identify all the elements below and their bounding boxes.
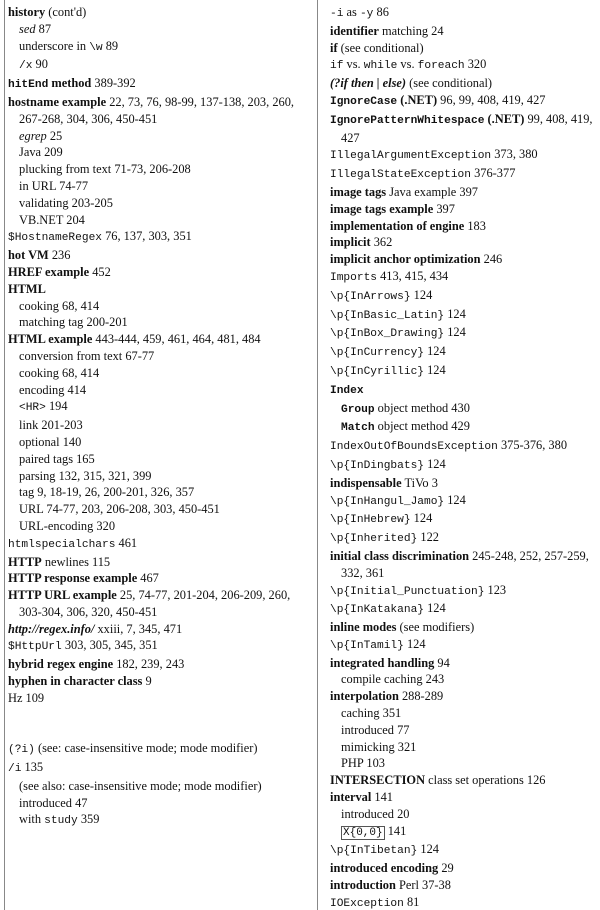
entry-term: HTTP response example <box>8 571 138 586</box>
entry-text: underscore in <box>19 38 90 53</box>
code-text: $HttpUrl <box>8 641 62 654</box>
code-text: while <box>363 60 398 73</box>
entry-term: (.NET) <box>397 92 438 107</box>
entry-term: hybrid regex engine <box>8 657 114 672</box>
index-entry <box>322 841 600 860</box>
index-entry <box>0 281 312 298</box>
index-subentry <box>0 484 312 501</box>
entry-text: with <box>19 812 45 827</box>
code-text: if <box>330 60 344 73</box>
index-entry <box>322 268 600 287</box>
entry-term: (.NET) <box>484 111 525 126</box>
entry-text: 124 <box>424 344 446 359</box>
code-text: \p{InTamil} <box>330 639 404 652</box>
index-subentry <box>322 739 600 756</box>
entry-text: cooking 68, 414 <box>19 365 100 380</box>
index-entry <box>322 636 600 655</box>
index-entry <box>322 362 600 381</box>
entry-text: 124 <box>424 362 446 377</box>
entry-code-term: Match <box>341 422 375 435</box>
index-entry <box>0 264 312 281</box>
index-subentry <box>322 400 600 419</box>
entry-text: paired tags 165 <box>19 451 95 466</box>
entry-text: 194 <box>45 399 68 414</box>
entry-text: 94 <box>434 655 450 670</box>
entry-text: matching 24 <box>378 23 444 38</box>
index-subentry <box>0 21 312 38</box>
entry-term: INTERSECTION <box>330 773 426 788</box>
entry-term: image tags <box>330 184 387 199</box>
entry-text: 320 <box>464 57 487 72</box>
entry-text: 359 <box>77 812 100 827</box>
entry-text: 141 <box>384 823 407 838</box>
index-entry <box>322 548 600 582</box>
code-text: \p{InBasic_Latin} <box>330 309 445 322</box>
entry-term: if <box>330 40 338 55</box>
code-text: IllegalArgumentException <box>330 150 492 163</box>
index-entry <box>0 75 312 94</box>
entry-term: hyphen in character class <box>8 674 143 689</box>
index-entry <box>322 184 600 201</box>
spacer <box>0 723 312 740</box>
index-subentry <box>0 195 312 212</box>
entry-term: image tags example <box>330 201 434 216</box>
index-subentry <box>0 348 312 365</box>
index-subentry <box>0 417 312 434</box>
entry-term: hostname example <box>8 94 107 109</box>
code-text: Imports <box>330 271 377 284</box>
entry-text: 124 <box>403 636 426 651</box>
index-entry <box>322 201 600 218</box>
entry-term: HTML example <box>8 332 93 347</box>
entry-text: 397 <box>433 201 455 216</box>
index-entry <box>322 860 600 877</box>
index-subentry <box>0 161 312 178</box>
entry-text: 122 <box>417 530 439 545</box>
code-text: \p{InKatakana} <box>330 604 424 617</box>
entry-text: 123 <box>484 582 507 597</box>
entry-text: 461 <box>115 535 138 550</box>
index-entry <box>322 23 600 40</box>
index-entry <box>0 759 312 778</box>
entry-text: 413, 415, 434 <box>377 268 449 283</box>
code-text: \p{InTibetan} <box>330 845 418 858</box>
entry-text: vs. <box>397 57 418 72</box>
entry-italic: sed <box>19 21 36 36</box>
entry-text: 236 <box>48 248 71 263</box>
index-entry <box>322 492 600 511</box>
entry-text: 467 <box>137 571 159 586</box>
index-entry <box>0 621 312 638</box>
code-box: X{0,0} <box>343 826 383 839</box>
entry-term: introduction <box>330 878 396 893</box>
entry-text: TiVo 3 <box>401 475 438 490</box>
entry-text: matching tag 200-201 <box>19 315 128 330</box>
entry-term: HTML <box>8 281 46 296</box>
entry-text: 90 <box>32 57 48 72</box>
index-entry <box>322 4 600 23</box>
entry-text: PHP 103 <box>341 756 385 771</box>
index-entry <box>322 92 600 111</box>
entry-text: (see: case-insensitive mode; mode modifier) <box>34 741 258 756</box>
index-entry <box>322 234 600 251</box>
entry-text: (cont'd) <box>45 5 87 19</box>
code-text: \p{Inherited} <box>330 533 418 546</box>
entry-text: 9 <box>142 674 152 689</box>
index-entry <box>0 690 312 707</box>
index-entry <box>0 228 312 247</box>
entry-text: (see modifiers) <box>396 620 475 635</box>
entry-text: URL 74-77, 203, 206-208, 303, 450-451 <box>19 502 220 517</box>
entry-text: 376-377 <box>471 166 516 181</box>
index-subentry <box>322 823 600 842</box>
entry-text: 96, 99, 408, 419, 427 <box>437 92 546 107</box>
index-subentry <box>0 382 312 399</box>
index-entry <box>0 535 312 554</box>
index-subentry <box>0 365 312 382</box>
index-entry <box>0 4 312 21</box>
entry-italic: egrep <box>19 128 47 143</box>
index-subentry <box>322 418 600 437</box>
entry-text: object method 429 <box>374 419 470 434</box>
entry-text: 303, 305, 345, 351 <box>61 638 158 653</box>
index-entry <box>322 287 600 306</box>
index-subentry <box>0 451 312 468</box>
entry-text: 182, 239, 243 <box>113 657 185 672</box>
code-text: IllegalStateException <box>330 169 471 182</box>
index-subentry <box>0 314 312 331</box>
entry-term: integrated handling <box>330 655 435 670</box>
code-text: \p{InArrows} <box>330 290 411 303</box>
entry-term: indispensable <box>330 475 402 490</box>
entry-text: 124 <box>417 842 439 857</box>
entry-term: implicit anchor optimization <box>330 252 481 267</box>
entry-text: newlines 115 <box>41 554 111 569</box>
code-text: \p{InHangul_Jamo} <box>330 495 445 508</box>
entry-term: introduced encoding <box>330 861 439 876</box>
entry-text: URL-encoding 320 <box>19 518 116 533</box>
index-entry <box>322 877 600 894</box>
index-entry <box>322 529 600 548</box>
entry-text: 288-289 <box>398 689 444 704</box>
code-text: \p{InCurrency} <box>330 347 424 360</box>
index-subentry <box>0 298 312 315</box>
index-subentry <box>0 212 312 229</box>
index-entry <box>322 600 600 619</box>
code-text: $HostnameRegex <box>8 232 102 245</box>
index-subentry <box>0 434 312 451</box>
index-subentry <box>0 38 312 57</box>
entry-text: 135 <box>21 760 44 775</box>
entry-text: validating 203-205 <box>19 195 113 210</box>
index-entry <box>322 306 600 325</box>
entry-code-term: hitEnd <box>8 79 49 92</box>
entry-text: 124 <box>410 511 433 526</box>
entry-term: inline modes <box>330 620 397 635</box>
index-subentry <box>0 778 312 795</box>
code-text: /i <box>8 763 22 776</box>
code-text: \p{InHebrew} <box>330 514 411 527</box>
entry-term: (?if then | else) <box>330 76 407 91</box>
code-text: -y <box>359 8 374 20</box>
index-entry <box>322 510 600 529</box>
entry-text: introduced 47 <box>19 795 88 810</box>
entry-text: xxiii, 7, 345, 471 <box>94 621 183 636</box>
code-text: IOException <box>330 897 404 910</box>
index-column-left <box>0 4 312 910</box>
entry-text: 141 <box>371 790 393 805</box>
code-text: -i <box>330 8 344 20</box>
entry-text: (see conditional) <box>406 76 493 91</box>
code-text: (?i) <box>8 744 35 757</box>
index-subentry <box>322 722 600 739</box>
code-text: \p{InBox_Drawing} <box>330 328 445 341</box>
entry-text: 124 <box>444 306 466 321</box>
index-entry <box>322 688 600 705</box>
entry-text: 25, 74-77, 201-204, 206-209, 260, 303-304, 306, 320, 450-451 <box>19 588 291 619</box>
entry-text: tag 9, 18-19, 26, 200-201, 326, 357 <box>19 485 195 500</box>
entry-text: caching 351 <box>341 706 402 721</box>
entry-text: 389-392 <box>91 76 136 91</box>
entry-text: 86 <box>373 5 389 19</box>
entry-term: HREF example <box>8 264 90 279</box>
entry-text: 29 <box>438 861 454 876</box>
entry-text: Java example 397 <box>386 184 478 199</box>
code-text: IndexOutOfBoundsException <box>330 441 498 454</box>
entry-text: link 201-203 <box>19 418 83 433</box>
entry-text: 124 <box>410 287 433 302</box>
entry-text: 87 <box>35 21 52 36</box>
entry-text: Hz 109 <box>8 690 45 705</box>
index-entry <box>0 570 312 587</box>
code-text: <HR> <box>19 402 46 415</box>
entry-text: in URL 74-77 <box>19 178 89 193</box>
entry-text: (see conditional) <box>337 40 424 55</box>
index-entry <box>322 789 600 806</box>
index-subentry <box>322 806 600 823</box>
entry-text: parsing 132, 315, 321, 399 <box>19 468 152 483</box>
entry-text: 245-248, 252, 257-259, 332, 361 <box>341 548 589 580</box>
index-entry <box>322 40 600 57</box>
index-subentry <box>322 705 600 722</box>
entry-code-term: IgnorePatternWhitespace <box>330 114 485 127</box>
entry-term: implicit <box>330 235 371 250</box>
entry-term: initial class discrimination <box>330 548 470 563</box>
index-subentry <box>0 56 312 75</box>
index-entry <box>0 740 312 759</box>
entry-code-term: Index <box>330 384 364 397</box>
entry-text: introduced 77 <box>341 722 410 737</box>
entry-text: optional 140 <box>19 434 82 449</box>
entry-text: compile caching 243 <box>341 672 445 687</box>
entry-text: mimicking 321 <box>341 739 417 754</box>
entry-term: hot VM <box>8 248 49 263</box>
index-entry <box>0 637 312 656</box>
index-entry <box>0 554 312 571</box>
index-entry <box>322 894 600 910</box>
index-subentry <box>0 468 312 485</box>
code-text: \p{InDingbats} <box>330 459 424 472</box>
index-entry <box>0 587 312 621</box>
index-entry <box>0 94 312 128</box>
entry-text: Perl 37-38 <box>395 878 451 893</box>
index-entry <box>322 111 600 147</box>
entry-text: plucking from text 71-73, 206-208 <box>19 162 191 177</box>
code-text: \p{Initial_Punctuation} <box>330 585 485 598</box>
entry-term: HTTP URL example <box>8 588 117 603</box>
entry-text: as <box>343 5 360 19</box>
index-subentry <box>0 178 312 195</box>
index-entry <box>322 619 600 636</box>
entry-term: HTTP <box>8 554 42 569</box>
entry-text: (see also: case-insensitive mode; mode modifier) <box>19 778 262 793</box>
entry-term: history <box>8 5 46 19</box>
index-entry <box>322 251 600 268</box>
entry-term: identifier <box>330 23 379 38</box>
index-subentry <box>0 128 312 145</box>
index-entry <box>322 655 600 672</box>
entry-text: 81 <box>403 894 420 909</box>
index-entry <box>322 343 600 362</box>
entry-text: object method 430 <box>374 400 470 415</box>
entry-text: encoding 414 <box>19 382 87 397</box>
entry-text: 25 <box>46 128 63 143</box>
code-text: \p{InCyrillic} <box>330 365 424 378</box>
entry-text: 99, 408, 419, 427 <box>341 111 593 145</box>
entry-term: implementation of engine <box>330 218 465 233</box>
code-text: \w <box>89 41 103 54</box>
index-subentry <box>322 755 600 772</box>
index-subentry <box>322 671 600 688</box>
entry-text: vs. <box>343 57 364 72</box>
entry-text: 22, 73, 76, 98-99, 137-138, 203, 260, 267-268, 304, 306, 450-451 <box>19 94 295 126</box>
index-entry <box>322 475 600 492</box>
entry-text: class set operations 126 <box>425 773 546 788</box>
entry-term: interval <box>330 790 372 805</box>
entry-text: 375-376, 380 <box>497 438 568 453</box>
entry-text: 124 <box>424 456 446 471</box>
entry-text: 124 <box>444 492 466 507</box>
entry-text: 443-444, 459, 461, 464, 481, 484 <box>92 332 261 347</box>
index-subentry <box>0 501 312 518</box>
entry-text: cooking 68, 414 <box>19 298 100 313</box>
index-entry <box>322 582 600 601</box>
entry-text: introduced 20 <box>341 806 410 821</box>
entry-term: interpolation <box>330 689 399 704</box>
index-entry <box>0 673 312 690</box>
index-entry <box>322 772 600 789</box>
entry-text: 124 <box>424 601 446 616</box>
index-entry <box>322 381 600 400</box>
code-text: study <box>44 815 78 828</box>
index-entry <box>322 75 600 92</box>
entry-code-term: IgnoreCase <box>330 95 398 108</box>
entry-text: Java 209 <box>19 145 63 160</box>
index-entry <box>322 324 600 343</box>
spacer <box>0 707 312 724</box>
entry-text: 76, 137, 303, 351 <box>102 229 192 244</box>
index-entry <box>322 456 600 475</box>
entry-text: 452 <box>89 264 111 279</box>
entry-text: 246 <box>480 252 503 267</box>
code-text: /x <box>19 60 33 73</box>
entry-text: 362 <box>370 235 393 250</box>
index-subentry <box>0 811 312 830</box>
entry-code-term: Group <box>341 403 375 416</box>
column-divider-rule <box>317 0 318 910</box>
index-entry <box>322 165 600 184</box>
index-entry <box>322 56 600 75</box>
entry-text: 89 <box>102 38 119 53</box>
index-entry <box>0 247 312 264</box>
index-subentry <box>0 144 312 161</box>
index-subentry <box>0 518 312 535</box>
code-text: foreach <box>417 60 465 73</box>
entry-term: method <box>48 76 92 91</box>
index-entry <box>322 146 600 165</box>
code-text: htmlspecialchars <box>8 538 116 551</box>
index-entry <box>0 331 312 348</box>
entry-text: 124 <box>444 325 466 340</box>
index-entry <box>322 437 600 456</box>
index-subentry <box>0 795 312 812</box>
entry-text: 373, 380 <box>491 147 538 162</box>
index-entry <box>322 218 600 235</box>
entry-text: 183 <box>464 218 486 233</box>
index-subentry <box>0 398 312 417</box>
index-column-right <box>322 4 600 910</box>
entry-text: VB.NET 204 <box>19 212 85 227</box>
entry-term: http://regex.info/ <box>8 621 95 636</box>
index-entry <box>0 656 312 673</box>
entry-text: conversion from text 67-77 <box>19 348 155 363</box>
